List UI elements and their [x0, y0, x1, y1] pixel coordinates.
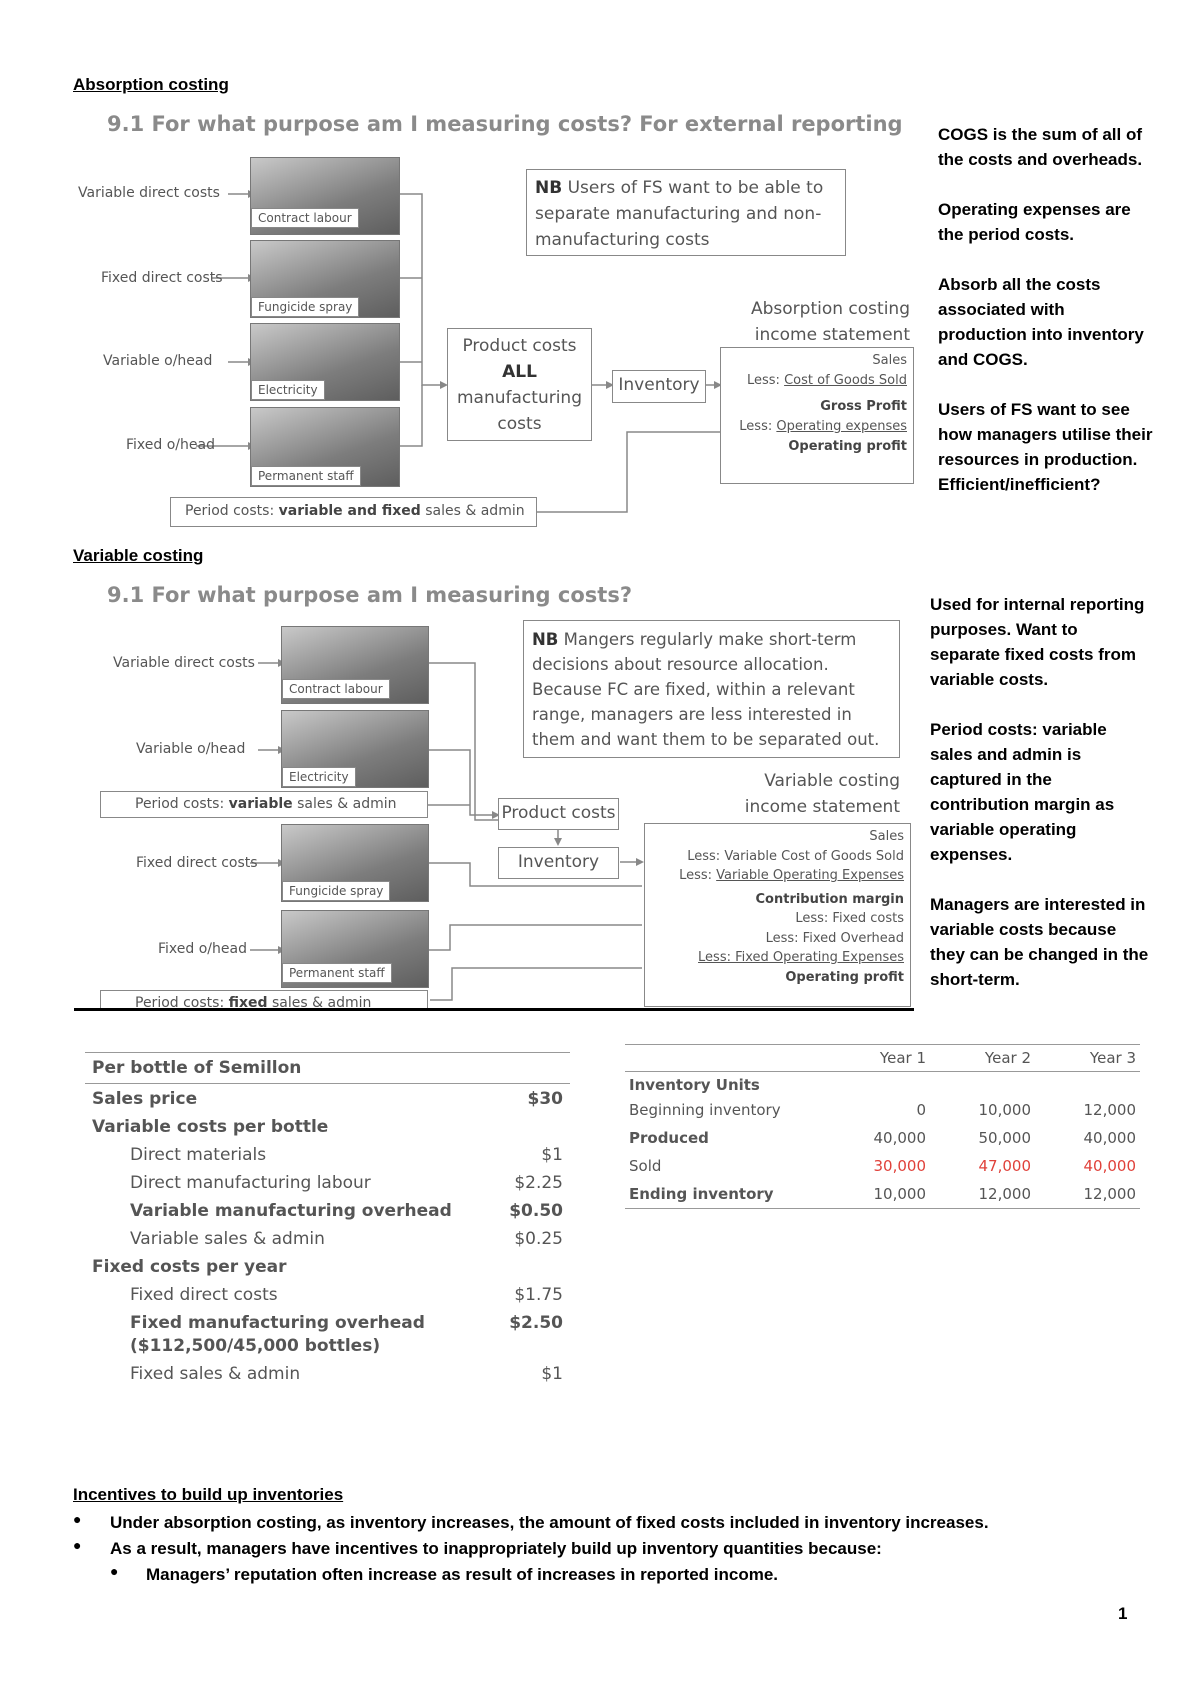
cost-row [85, 1141, 570, 1169]
photo-caption: Electricity [282, 767, 356, 787]
variable-heading: Variable costing [73, 546, 204, 565]
inventory-cell: 40,000 [1083, 1129, 1136, 1147]
period-suffix: sales & admin [297, 796, 397, 812]
note: Operating expenses are the period costs. [938, 200, 1131, 244]
permanent-staff-photo [281, 910, 429, 988]
cost-row [85, 1113, 570, 1141]
cost-row [85, 1225, 570, 1253]
inventory-cell: 0 [916, 1101, 926, 1119]
cost-row-label: Fixed sales & admin [130, 1364, 301, 1384]
stmt-fixed-overhead: Less: Fixed Overhead [765, 930, 904, 946]
inventory-row-label: Ending inventory [629, 1185, 774, 1203]
nb-text: Mangers regularly make short-term decisions about resource allocation. Because FC are fixed, within a relevant range, managers are less interested in them and want them to be separated out. [532, 630, 880, 749]
inventory-cell: 40,000 [1083, 1157, 1136, 1175]
stmt-fixed-opex: Less: Fixed Operating Expenses [698, 950, 904, 965]
absorption-row-label: Variable direct costs [78, 185, 220, 201]
inventory-row-label: Sold [629, 1157, 662, 1175]
product-costs-all: ALL [502, 362, 537, 382]
cost-row-label: Fixed manufacturing overhead [130, 1313, 425, 1333]
period-prefix: Period costs: [135, 995, 225, 1008]
inventory-cell: 12,000 [978, 1185, 1031, 1203]
cost-row-label: Direct manufacturing labour [130, 1173, 371, 1193]
absorption-row-label: Fixed direct costs [101, 270, 223, 286]
absorption-slide-title: 9.1 For what purpose am I measuring costs? For external reporting [107, 112, 903, 136]
note: Used for internal reporting purposes. Want to separate fixed costs from variable costs. [930, 595, 1145, 689]
inventory-cell: 10,000 [978, 1101, 1031, 1119]
photo-caption: Fungicide spray [251, 297, 359, 317]
variable-row-label: Fixed direct costs [136, 855, 258, 871]
cost-row-label: Fixed costs per year [92, 1257, 287, 1277]
product-costs-desc: manufacturing costs [457, 388, 582, 434]
photo-caption: Contract labour [251, 208, 359, 228]
stmt-var-opex [651, 866, 904, 886]
inventory-row [625, 1180, 1140, 1208]
variable-notes [930, 592, 1150, 1017]
nb-text: Users of FS want to be able to separate manufacturing and non-manufacturing costs [535, 178, 824, 250]
product-costs-title: Product costs [462, 336, 577, 356]
cost-row-value: $2.50 [509, 1313, 563, 1333]
period-prefix: Period costs: [185, 503, 275, 519]
cost-row-label: Variable sales & admin [130, 1229, 325, 1249]
cost-row-label-group [92, 1313, 425, 1356]
stmt-operating-profit: Operating profit [788, 439, 907, 454]
electricity-photo [281, 710, 429, 788]
stmt-var-cogs: Less: Variable Cost of Goods Sold [687, 848, 904, 864]
cost-row-value: $1 [541, 1364, 563, 1384]
cost-row [85, 1253, 570, 1281]
stmt-sales: Sales [872, 353, 907, 368]
fixed-period-costs-box [100, 990, 428, 1008]
sub-bullet-item [73, 1562, 1153, 1588]
variable-slide-title: 9.1 For what purpose am I measuring costs? [107, 583, 632, 607]
inventory-cell: 12,000 [1083, 1101, 1136, 1119]
nb-label: NB [532, 630, 559, 649]
bullet-dot: ● [73, 1511, 82, 1527]
stmt-sales: Sales [869, 829, 904, 844]
inventory-cell: 40,000 [873, 1129, 926, 1147]
cost-row-label: Variable manufacturing overhead [130, 1201, 452, 1221]
cost-row-label: Direct materials [130, 1145, 267, 1165]
variable-row-label: Fixed o/head [158, 941, 247, 957]
period-bold: variable [228, 796, 293, 812]
note: Absorb all the costs associated with production into inventory and COGS. [938, 275, 1144, 369]
absorption-heading: Absorption costing [73, 75, 229, 94]
stmt-gross-profit: Gross Profit [820, 399, 907, 414]
cost-row-value: $1 [541, 1145, 563, 1165]
stmt-operating-profit: Operating profit [785, 969, 904, 985]
period-prefix: Period costs: [135, 796, 225, 812]
cost-row-value: $30 [527, 1089, 563, 1109]
product-costs-box: Product costs [498, 798, 619, 830]
variable-nb-box [523, 620, 900, 758]
sub-bullet-text: Managers’ reputation often increase as result of increases in reported income. [146, 1565, 779, 1584]
cost-table-header: Per bottle of Semillon [85, 1052, 570, 1084]
cost-row [85, 1169, 570, 1197]
note: COGS is the sum of all of the costs and overheads. [938, 125, 1143, 169]
statement-title-line: income statement [754, 325, 910, 345]
cost-row-label: Variable costs per bottle [92, 1117, 329, 1137]
inventory-cell: 12,000 [1083, 1185, 1136, 1203]
col-year-3: Year 3 [1089, 1049, 1136, 1067]
cost-table [85, 1052, 570, 1388]
col-year-2: Year 2 [984, 1049, 1031, 1067]
period-suffix: sales & admin [425, 503, 525, 519]
inventory-cell: 10,000 [873, 1185, 926, 1203]
note: Users of FS want to see how managers utilise their resources in production. Efficient/inefficient? [938, 400, 1153, 494]
col-year-1: Year 1 [879, 1049, 926, 1067]
period-bold: variable and fixed [278, 503, 421, 519]
variable-statement-title [700, 768, 900, 820]
contract-labour-photo [281, 626, 429, 704]
cost-table-body [85, 1084, 570, 1388]
stmt-var-opex-label: Variable Operating Expenses [716, 868, 904, 883]
cost-row [85, 1084, 570, 1113]
inventory-row [625, 1152, 1140, 1180]
statement-title-line: income statement [744, 797, 900, 817]
stmt-fixed-costs: Less: Fixed costs [795, 911, 904, 926]
photo-caption: Contract labour [282, 679, 390, 699]
variable-inventory-box: Inventory [498, 847, 619, 879]
stmt-opex-label: Operating expenses [776, 419, 907, 434]
statement-title-line: Absorption costing [751, 299, 910, 319]
absorption-row-label: Fixed o/head [126, 437, 215, 453]
variable-period-costs-box [100, 791, 428, 818]
photo-caption: Permanent staff [251, 466, 361, 486]
nb-label: NB [535, 178, 563, 198]
cost-row [85, 1309, 570, 1360]
inventory-cell: 30,000 [873, 1157, 926, 1175]
period-bold: fixed [228, 995, 268, 1008]
bullet-text: Under absorption costing, as inventory increases, the amount of fixed costs included in inventory increases. [110, 1513, 989, 1532]
photo-caption: Fungicide spray [282, 881, 390, 901]
inventory-row [625, 1096, 1140, 1124]
cost-row-value: $1.75 [514, 1285, 563, 1305]
photo-caption: Permanent staff [282, 963, 392, 983]
inventory-row-label: Produced [629, 1129, 709, 1147]
stmt-less: Less: [747, 373, 780, 388]
inventory-table-body [625, 1096, 1140, 1209]
absorption-inventory-box: Inventory [612, 370, 706, 403]
inventory-cell: 50,000 [978, 1129, 1031, 1147]
stmt-less: Less: [679, 868, 713, 883]
note: Managers are interested in variable costs because they can be changed in the short-term. [930, 895, 1149, 989]
statement-title-line: Variable costing [764, 771, 900, 791]
cost-row-label: Fixed direct costs [130, 1285, 278, 1305]
cost-row [85, 1281, 570, 1309]
variable-row-label: Variable direct costs [113, 655, 255, 671]
bullet-item [73, 1510, 1153, 1536]
inventory-table-header [625, 1044, 1140, 1072]
fixed-period-costs-clip [100, 990, 430, 1008]
note: Period costs: variable sales and admin is captured in the contribution margin as variable operating expenses. [930, 720, 1115, 864]
stmt-cogs-label: Cost of Goods Sold [784, 373, 907, 388]
stmt-contribution: Contribution margin [755, 891, 904, 907]
bullet-text: As a result, managers have incentives to inappropriately build up inventory quantities because: [110, 1539, 882, 1558]
variable-income-statement [644, 823, 911, 1007]
cost-row-sublabel: ($112,500/45,000 bottles) [130, 1336, 381, 1356]
variable-row-label: Variable o/head [136, 741, 246, 757]
inventory-row [625, 1124, 1140, 1152]
inventory-cell: 47,000 [978, 1157, 1031, 1175]
fungicide-spray-photo [281, 824, 429, 902]
inventory-section-label: Inventory Units [629, 1076, 760, 1094]
cost-row [85, 1197, 570, 1225]
period-suffix: sales & admin [272, 995, 372, 1008]
cost-row-value: $2.25 [514, 1173, 563, 1193]
incentives-list [73, 1510, 1153, 1588]
inventory-row-label: Beginning inventory [629, 1101, 781, 1119]
cost-row [85, 1360, 570, 1388]
cost-row-value: $0.50 [509, 1201, 563, 1221]
section-divider [74, 1008, 914, 1011]
cost-row-value: $0.25 [514, 1229, 563, 1249]
absorption-row-label: Variable o/head [103, 353, 213, 369]
bullet-item [73, 1536, 1153, 1562]
bullet-dot: ● [110, 1563, 119, 1579]
bullet-dot: ● [73, 1537, 82, 1553]
cost-row-label: Sales price [92, 1089, 198, 1109]
incentives-heading: Incentives to build up inventories [73, 1485, 344, 1504]
page-number: 1 [1118, 1604, 1128, 1623]
stmt-less: Less: [739, 419, 773, 434]
inventory-table [625, 1044, 1140, 1209]
photo-caption: Electricity [251, 380, 325, 400]
